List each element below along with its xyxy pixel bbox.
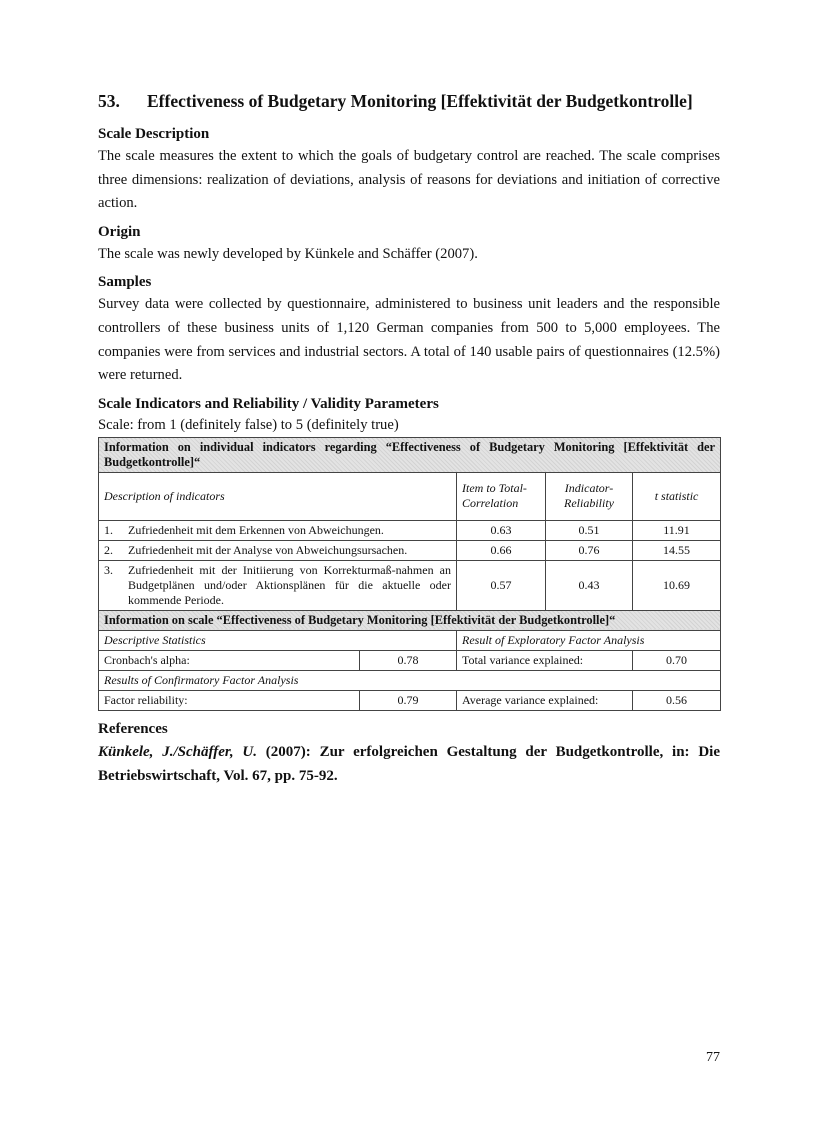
row-text: Zufriedenheit mit der Initiierung von Korrekturmaß-nahmen an Budgetplänen und/oder Aktionsplänen für die aktuelle oder kommende Periode. bbox=[128, 562, 451, 607]
col-t-statistic: t statistic bbox=[633, 472, 721, 520]
page-number: 77 bbox=[706, 1050, 720, 1065]
row-t-statistic: 11.91 bbox=[633, 520, 721, 540]
row-number: 3. bbox=[104, 562, 113, 577]
cronbach-label: Cronbach's alpha: bbox=[99, 650, 360, 670]
references-heading: References bbox=[98, 720, 168, 737]
reference-entry bbox=[98, 740, 720, 788]
section-heading bbox=[98, 90, 720, 112]
row-text: Zufriedenheit mit der Analyse von Abweichungsursachen. bbox=[128, 542, 408, 557]
table-row bbox=[99, 540, 721, 560]
scale-range: Scale: from 1 (definitely false) to 5 (definitely true) bbox=[98, 416, 399, 433]
row-item-total: 0.66 bbox=[457, 540, 546, 560]
row-number: 1. bbox=[104, 522, 113, 537]
reference-details: (2007): Zur erfolgreichen Gestaltung der Budgetkontrolle, in: Die Betriebswirtschaft, Vol. 67, pp. 75-92. bbox=[98, 743, 720, 784]
row-item-total: 0.63 bbox=[457, 520, 546, 540]
reference-authors: Künkele, J./Schäffer, U. bbox=[98, 743, 257, 760]
row-reliability: 0.43 bbox=[546, 560, 633, 610]
table-row bbox=[99, 520, 721, 540]
col-item-total: Item to Total-Correlation bbox=[457, 472, 546, 520]
col-description: Description of indicators bbox=[99, 472, 457, 520]
factor-reliability-value: 0.79 bbox=[360, 690, 457, 710]
individual-indicators-header: Information on individual indicators regarding “Effectiveness of Budgetary Monitoring [Effektivität der Budgetkontrolle]“ bbox=[99, 437, 721, 472]
row-t-statistic: 14.55 bbox=[633, 540, 721, 560]
row-reliability: 0.51 bbox=[546, 520, 633, 540]
samples-heading: Samples bbox=[98, 274, 152, 291]
ave-value: 0.56 bbox=[633, 690, 721, 710]
scale-description-text: The scale measures the extent to which the goals of budgetary control are reached. The scale comprises three dimensions: realization of deviations, analysis of reasons for deviations and initiation of corrective action. bbox=[98, 148, 720, 212]
origin-heading: Origin bbox=[98, 223, 141, 240]
table-row bbox=[99, 560, 721, 610]
row-text: Zufriedenheit mit dem Erkennen von Abweichungen. bbox=[128, 522, 384, 537]
ave-label: Average variance explained: bbox=[457, 690, 633, 710]
efa-label: Result of Exploratory Factor Analysis bbox=[457, 630, 721, 650]
section-title: Effectiveness of Budgetary Monitoring [Effektivität der Budgetkontrolle] bbox=[147, 91, 693, 111]
indicator-table bbox=[98, 437, 721, 711]
cronbach-value: 0.78 bbox=[360, 650, 457, 670]
variance-value: 0.70 bbox=[633, 650, 721, 670]
descriptive-stats-label: Descriptive Statistics bbox=[99, 630, 457, 650]
row-item-total: 0.57 bbox=[457, 560, 546, 610]
section-number: 53. bbox=[98, 91, 120, 111]
scale-description-heading: Scale Description bbox=[98, 126, 210, 142]
row-t-statistic: 10.69 bbox=[633, 560, 721, 610]
samples-text: Survey data were collected by questionnaire, administered to business unit leaders and the responsible controllers of these business units of 1,120 German companies from 500 to 5,000 employees. The companies were from services and industrial sectors. A total of 140 usable pairs of questionnaires (12.5%) were returned. bbox=[98, 296, 720, 384]
row-reliability: 0.76 bbox=[546, 540, 633, 560]
variance-label: Total variance explained: bbox=[457, 650, 633, 670]
scale-info-header: Information on scale “Effectiveness of Budgetary Monitoring [Effektivität der Budgetkontrolle]“ bbox=[99, 610, 721, 630]
col-reliability: Indicator-Reliability bbox=[546, 472, 633, 520]
row-number: 2. bbox=[104, 542, 113, 557]
indicators-heading: Scale Indicators and Reliability / Validity Parameters bbox=[98, 395, 439, 412]
origin-text: The scale was newly developed by Künkele and Schäffer (2007). bbox=[98, 245, 478, 262]
factor-reliability-label: Factor reliability: bbox=[99, 690, 360, 710]
page-content bbox=[98, 90, 720, 788]
cfa-label: Results of Confirmatory Factor Analysis bbox=[99, 670, 721, 690]
